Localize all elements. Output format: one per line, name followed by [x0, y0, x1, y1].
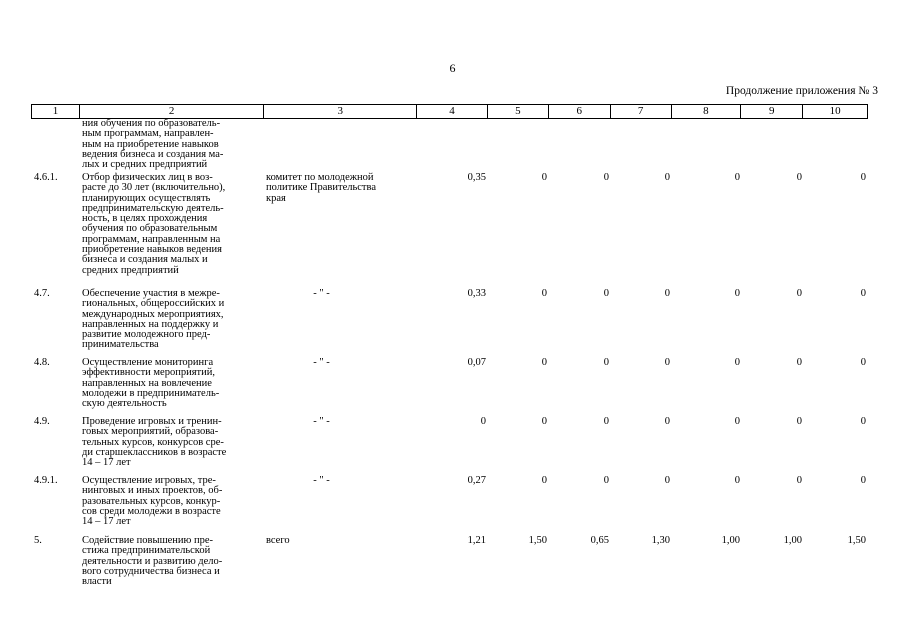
value-col-5: 0: [541, 475, 547, 486]
row-description: ния обучения по образователь- ным программам, направлен- ным на приобретение навыков ведения бизнеса и создания ма- лых и средних предприятий: [82, 118, 224, 171]
value-col-9: 0: [796, 172, 802, 183]
value-col-4: 0,07: [467, 357, 486, 368]
value-col-10: 0: [860, 475, 866, 486]
value-col-6: 0: [603, 416, 609, 427]
value-col-7: [611, 119, 672, 173]
table-row: [31, 476, 868, 536]
row-executor: всего: [266, 535, 290, 546]
row-number: 5.: [34, 535, 42, 546]
value-col-9: [742, 119, 804, 173]
value-col-5: 0: [541, 416, 547, 427]
value-col-6: [549, 119, 611, 173]
value-col-6: 0: [603, 475, 609, 486]
table-body: [31, 119, 868, 596]
value-col-5: 0: [541, 172, 547, 183]
value-col-5: 0: [541, 357, 547, 368]
row-number: 4.9.: [34, 416, 50, 427]
value-col-6: 0: [603, 172, 609, 183]
value-col-4: 0: [480, 416, 486, 427]
row-executor-ditto: - " -: [313, 475, 330, 486]
value-col-8: 0: [734, 172, 740, 183]
page-number: 6: [449, 61, 456, 75]
header-col-5: 5: [488, 105, 549, 118]
row-description: Содействие повышению пре- стижа предпринимательской деятельности и развитию дело- вого сотрудничества бизнеса и власти: [82, 535, 223, 588]
row-description: Проведение игровых и тренин- говых мероприятий, образова- тельных курсов, конкурсов сре- ди старшеклассников в возрасте 14 – 17 лет: [82, 416, 227, 469]
value-col-7: 0: [664, 357, 670, 368]
value-col-8: [672, 119, 742, 173]
value-col-6: 0: [603, 288, 609, 299]
row-executor-ditto: - " -: [313, 416, 330, 427]
value-col-6: 0,65: [590, 535, 609, 546]
row-number: 4.6.1.: [34, 172, 58, 183]
value-col-8: 0: [734, 475, 740, 486]
value-col-7: 1,30: [651, 535, 670, 546]
row-number: 4.8.: [34, 357, 50, 368]
row-number: 4.9.1.: [34, 475, 58, 486]
value-col-6: 0: [603, 357, 609, 368]
row-executor: комитет по молодежной политике Правительства края: [266, 172, 376, 204]
header-col-3: 3: [264, 105, 417, 118]
table-row: [31, 536, 868, 596]
value-col-10: 1,50: [847, 535, 866, 546]
table-row: [31, 173, 868, 289]
value-col-9: 0: [796, 357, 802, 368]
value-col-10: 0: [860, 357, 866, 368]
row-executor-ditto: - " -: [313, 288, 330, 299]
value-col-10: 0: [860, 172, 866, 183]
value-col-9: 0: [796, 416, 802, 427]
header-col-1: 1: [32, 105, 80, 118]
value-col-10: 0: [860, 288, 866, 299]
row-executor: [264, 119, 417, 173]
header-col-9: 9: [741, 105, 803, 118]
value-col-4: 0,35: [467, 172, 486, 183]
value-col-9: 0: [796, 475, 802, 486]
header-col-10: 10: [829, 105, 841, 117]
row-number: 4.7.: [34, 288, 50, 299]
value-col-7: 0: [664, 475, 670, 486]
row-number: [31, 119, 79, 173]
header-col-6: 6: [549, 105, 611, 118]
value-col-9: 0: [796, 288, 802, 299]
continuation-caption: Продолжение приложения № 3: [725, 85, 878, 97]
value-col-7: 0: [664, 416, 670, 427]
value-col-7: 0: [664, 288, 670, 299]
row-description: Осуществление игровых, тре- нинговых и иных проектов, об- разовательных курсов, конкур- сов среди молодежи в возрасте 14 – 17 лет: [82, 475, 223, 528]
value-col-4: 0,27: [467, 475, 486, 486]
value-col-8: 0: [734, 288, 740, 299]
header-col-7: 7: [611, 105, 672, 118]
header-col-8: 8: [672, 105, 742, 118]
value-col-4: [417, 119, 488, 173]
value-col-10: [804, 119, 868, 173]
value-col-8: 0: [734, 416, 740, 427]
row-description: Отбор физических лиц в воз- расте до 30 лет (включительно), планирующих осуществлять предпринимательскую деятель- ность, в целях прохождения обучения по образовательным программам, направленным на приобретение навыков ведения бизнеса и создания малых и средних предприятий: [82, 172, 226, 276]
value-col-7: 0: [664, 172, 670, 183]
value-col-5: 1,50: [528, 535, 547, 546]
table-row: [31, 417, 868, 476]
value-col-5: [488, 119, 549, 173]
value-col-4: 0,33: [467, 288, 486, 299]
table-row: [31, 289, 868, 358]
table-row: [31, 119, 868, 173]
header-col-2: 2: [80, 105, 265, 118]
table-header-row: [31, 104, 868, 119]
header-col-4: 4: [417, 105, 488, 118]
row-executor-ditto: - " -: [313, 357, 330, 368]
value-col-10: 0: [860, 416, 866, 427]
value-col-8: 0: [734, 357, 740, 368]
value-col-9: 1,00: [783, 535, 802, 546]
row-description: Осуществление мониторинга эффективности мероприятий, направленных на вовлечение молодежи в предприниматель- скую деятельность: [82, 357, 220, 410]
value-col-4: 1,21: [467, 535, 486, 546]
row-description: Обеспечение участия в межре- гиональных, общероссийских и международных мероприятиях, направленных на поддержку и развитие молодежного пред- принимательства: [82, 288, 225, 351]
value-col-5: 0: [541, 288, 547, 299]
value-col-8: 1,00: [721, 535, 740, 546]
table-row: [31, 358, 868, 417]
